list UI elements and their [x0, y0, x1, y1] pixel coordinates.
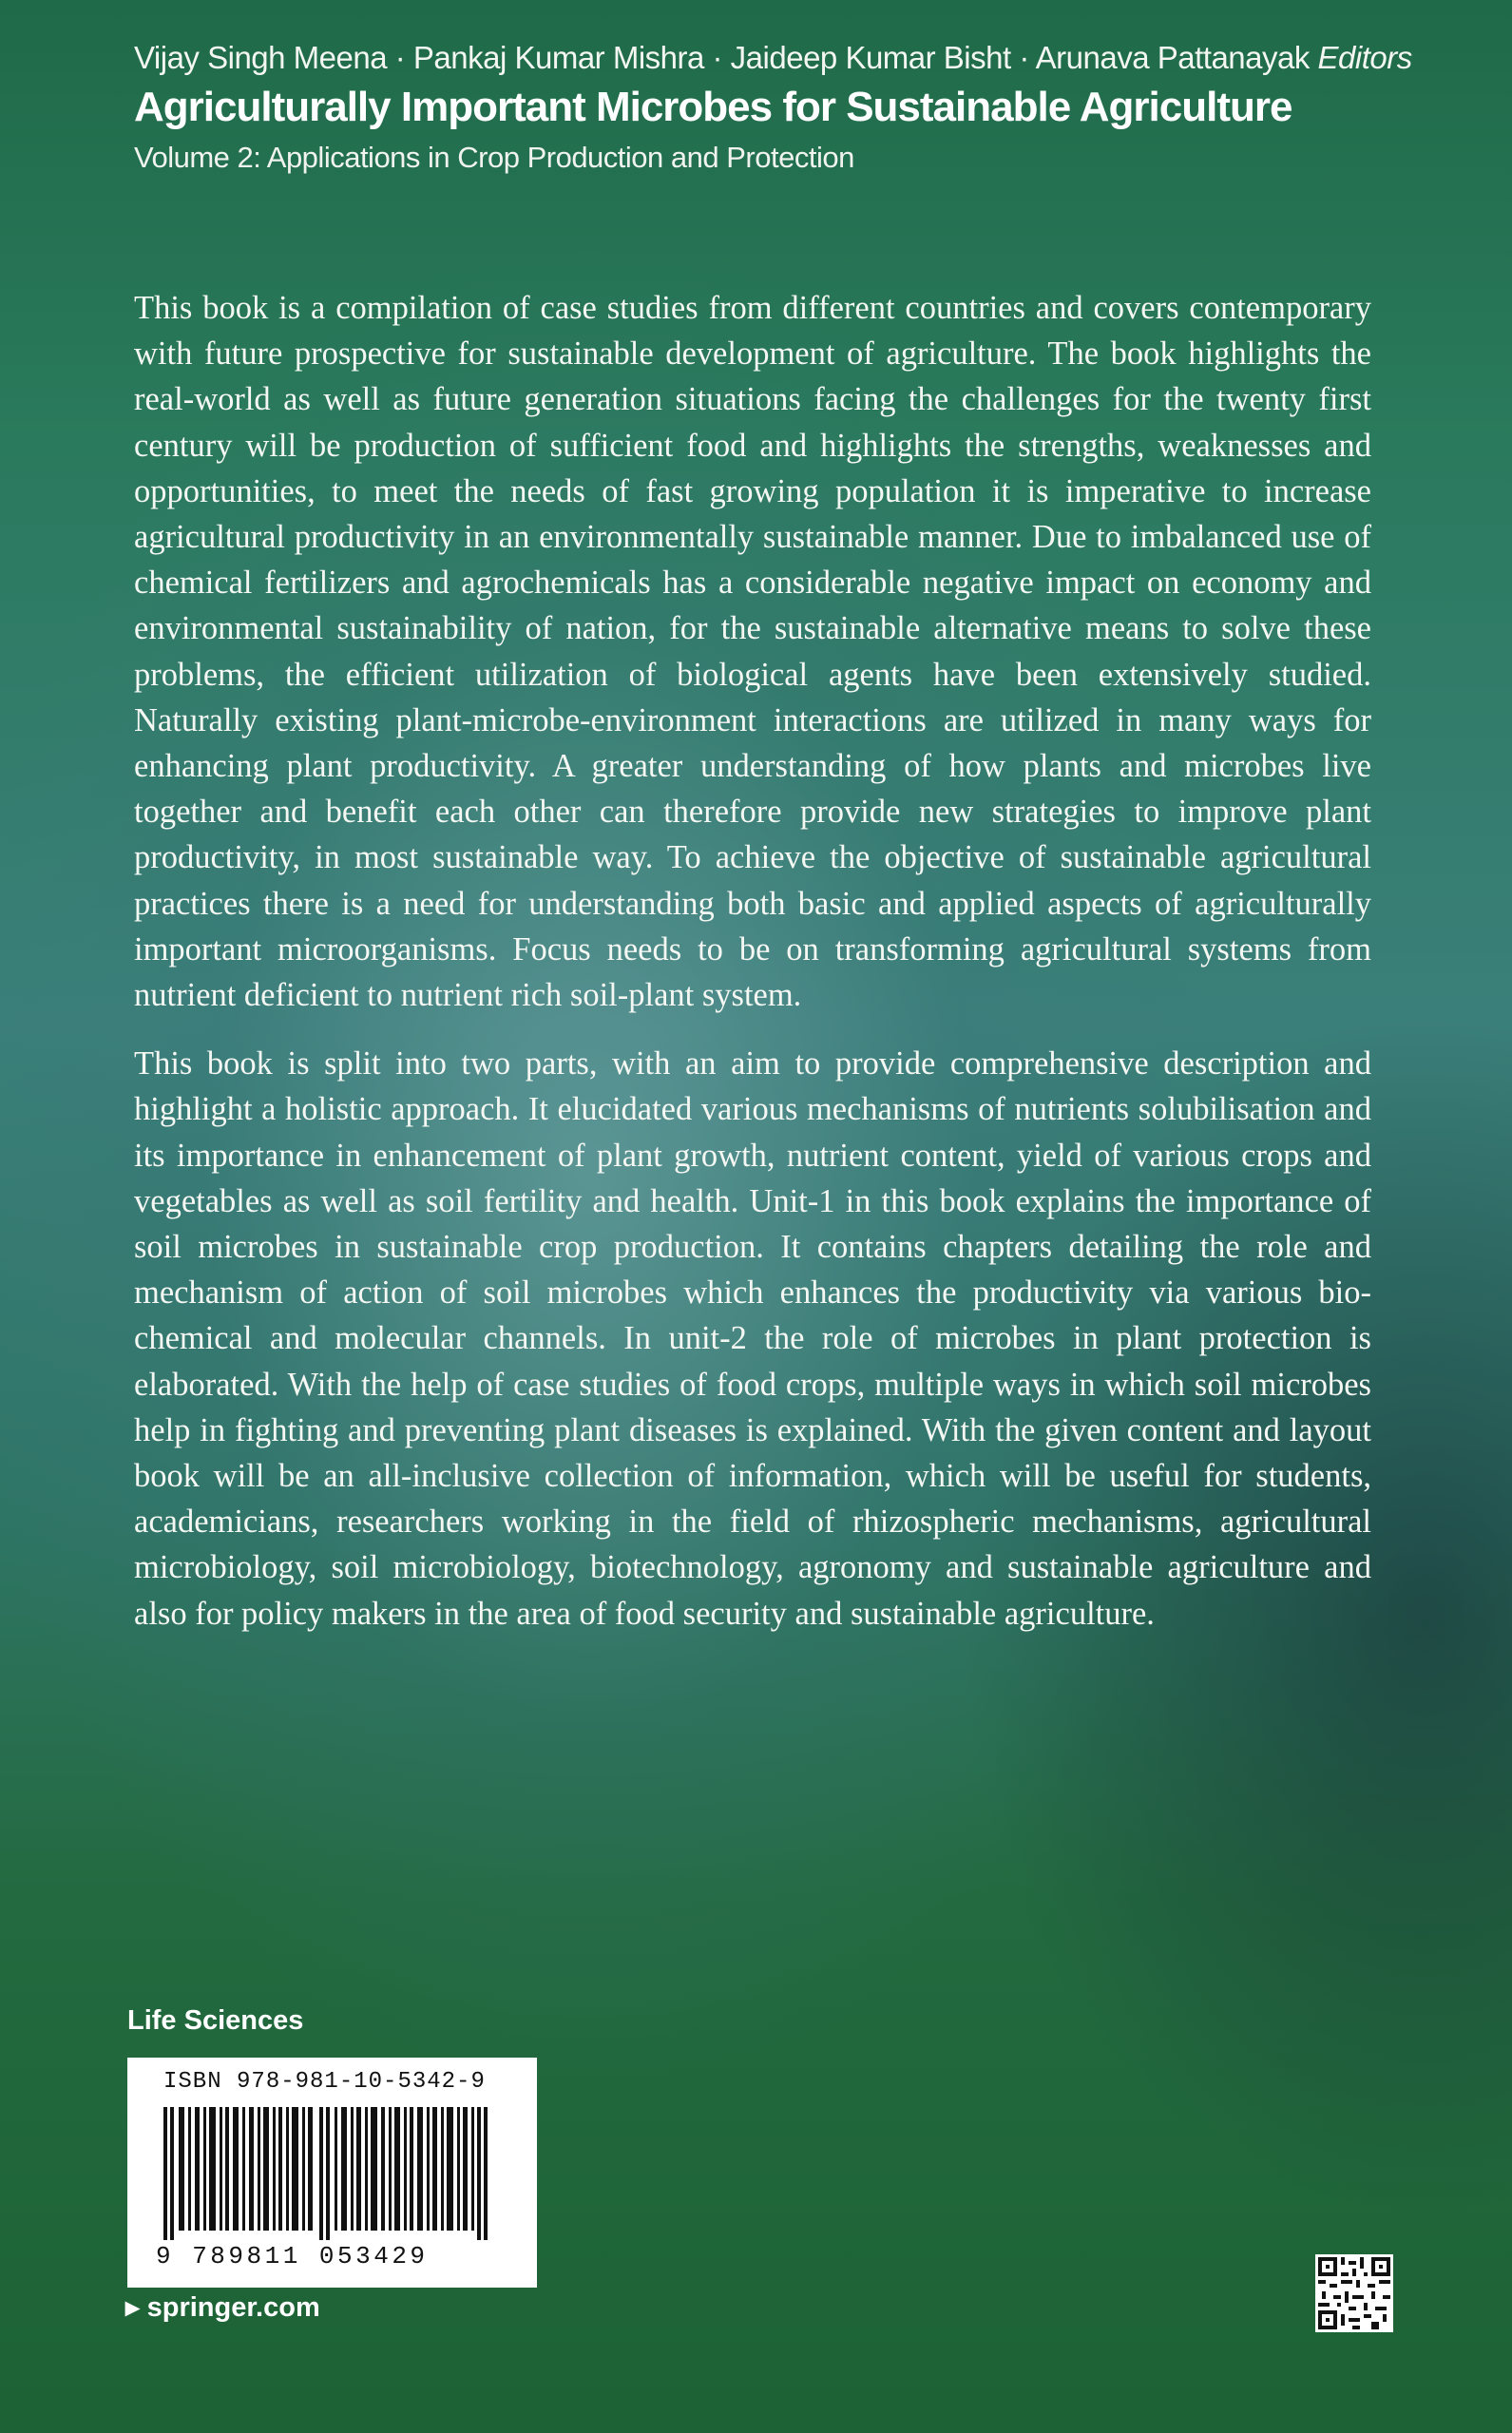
blurb-paragraph-2: This book is split into two parts, with an aim to provide comprehensive description and highlight a holistic approach. It elucidated various mechanisms of nutrients solubilisation and its importance in enhancement of plant growth, nutrient content, yield of various crops and vegetables as well as soil fertility and health. Unit-1 in this book explains the importance of soil microbes in sustainable crop production. It contains chapters detailing the role and mechanism of action of soil microbes which enhances the productivity via various bio-chemical and molecular channels. In unit-2 the role of microbes in plant protection is elaborated. With the help of case studies of food crops, multiple ways in which soil microbes help in fighting and preventing plant diseases is explained. With the given content and layout book will be an all-inclusive collection of information, which will be useful for students, academicians, researchers working in the field of rhizospheric mechanisms, agricultural microbiology, soil microbiology, biotechnology, agronomy and sustainable agriculture and also for policy makers in the area of food security and sustainable agriculture.	[134, 1045, 1371, 1632]
qr-code-icon	[1315, 2254, 1393, 2332]
publisher-link[interactable]	[125, 2290, 320, 2324]
isbn-label: ISBN 978-981-10-5342-9	[163, 2069, 486, 2095]
qr-pattern	[1318, 2257, 1390, 2329]
cover-header	[134, 40, 1412, 175]
subject-category: Life Sciences	[127, 2005, 304, 2036]
book-title: Agriculturally Important Microbes for Sustainable Agriculture	[134, 84, 1292, 130]
editors-line	[134, 40, 1412, 76]
book-subtitle: Volume 2: Applications in Crop Production and Protection	[134, 141, 854, 174]
editors-role: Editors	[1317, 40, 1412, 75]
triangle-right-icon: ▸	[125, 2292, 140, 2323]
publisher-url: springer.com	[146, 2292, 320, 2323]
editors-names: Vijay Singh Meena · Pankaj Kumar Mishra · Jaideep Kumar Bisht · Arunava Pattanayak	[134, 40, 1310, 75]
isbn-barcode	[127, 2058, 537, 2288]
blurb-paragraph-1: This book is a compilation of case studies from different countries and covers contemporary with future prospective for sustainable development of agriculture. The book highlights the real-world as well as future generation situations facing the challenges for the twenty first century will be production of sufficient food and highlights the strengths, weaknesses and opportunities, to meet the needs of fast growing population it is imperative to increase agricultural productivity in an environmentally sustainable manner. Due to imbalanced use of chemical fertilizers and agrochemicals has a considerable negative impact on economy and environmental sustainability of nation, for the sustainable alternative means to solve these problems, the efficient utilization of biological agents have been extensively studied. Naturally existing plant-microbe-environment interactions are utilized in many ways for enhancing plant productivity. A greater understanding of how plants and microbes live together and benefit each other can therefore provide new strategies to improve plant productivity, in most sustainable way. To achieve the objective of sustainable agricultural practices there is a need for understanding both basic and applied aspects of agriculturally important microorganisms. Focus needs to be on transforming agricultural systems from nutrient deficient to nutrient rich soil-plant system.	[134, 290, 1371, 1014]
ean-digits: 9 789811 053429	[156, 2242, 429, 2270]
barcode-icon	[156, 2107, 509, 2240]
blurb	[134, 285, 1371, 1637]
